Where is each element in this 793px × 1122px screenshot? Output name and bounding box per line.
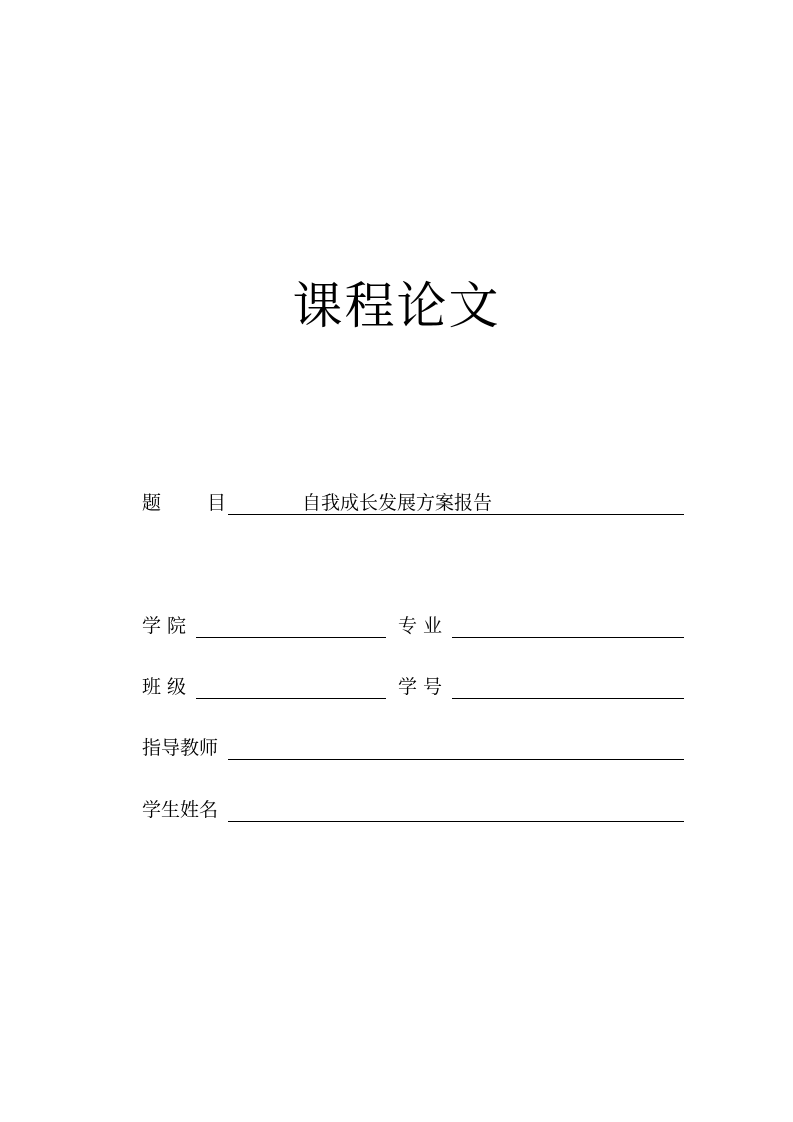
class-underline <box>196 698 386 699</box>
student-id-label: 学 号 <box>398 676 443 698</box>
document-title: 课程论文 <box>292 277 501 335</box>
major-label: 专 业 <box>398 615 443 637</box>
student-name-label: 学生姓名 <box>142 799 219 821</box>
advisor-underline <box>228 759 684 760</box>
student-id-underline <box>452 698 684 699</box>
college-underline <box>196 637 386 638</box>
student-name-underline <box>228 821 684 822</box>
college-label: 学 院 <box>142 615 187 637</box>
advisor-label: 指导教师 <box>142 737 219 759</box>
topic-label-char-1: 题 <box>142 492 162 514</box>
topic-value: 自我成长发展方案报告 <box>302 492 493 514</box>
class-label: 班 级 <box>142 676 187 698</box>
major-underline <box>452 637 684 638</box>
topic-label-char-2: 目 <box>207 492 227 514</box>
